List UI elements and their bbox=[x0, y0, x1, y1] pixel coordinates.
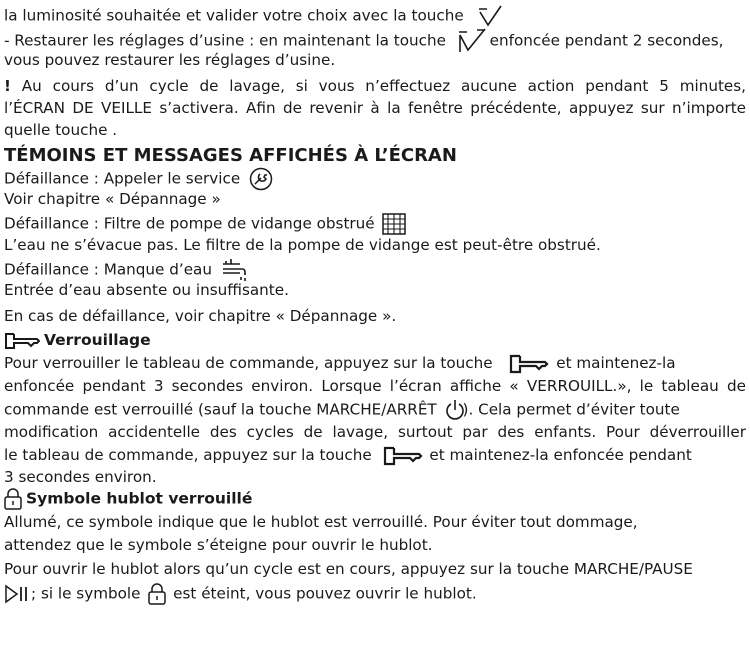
fault-water-label: Défaillance : Manque d’eau bbox=[4, 258, 746, 282]
fault-filter-label: Défaillance : Filtre de pompe de vidange obstrué bbox=[4, 213, 746, 235]
fault-water-desc: Entrée d’eau absente ou insuffisante. bbox=[4, 281, 289, 299]
lock-line-2: enfoncée pendant 3 secondes environ. Lorsque l’écran affiche « VERROUILL.», le tableau de bbox=[4, 377, 746, 395]
door-title: Symbole hublot verrouillé bbox=[4, 488, 746, 510]
lock-line-5: le tableau de commande, appuyez sur la touche et maintenez-la enfoncée pendant bbox=[4, 446, 692, 464]
door-line-1: Allumé, ce symbole indique que le hublot est verrouillé. Pour éviter tout dommage, bbox=[4, 513, 638, 531]
water-tap-icon bbox=[220, 258, 248, 282]
key-icon bbox=[383, 446, 423, 466]
door-line-2: attendez que le symbole s’éteigne pour ouvrir le hublot. bbox=[4, 536, 433, 554]
text-line-3: vous pouvez restaurer les réglages d’usine. bbox=[4, 51, 336, 69]
play-pause-icon bbox=[4, 584, 30, 604]
text-line-4: ! Au cours d’un cycle de lavage, si vous n’effectuez aucune action pendant 5 minutes, bbox=[4, 77, 747, 95]
door-line-3: Pour ouvrir le hublot alors qu’un cycle est en cours, appuyez sur la touche MARCHE/PAUSE bbox=[4, 560, 693, 578]
key-icon bbox=[509, 354, 549, 374]
lock-line-6: 3 secondes environ. bbox=[4, 468, 157, 486]
text-line-1: la luminosité souhaitée et valider votre choix avec la touche bbox=[4, 5, 746, 27]
fault-filter-desc: L’eau ne s’évacue pas. Le filtre de la pompe de vidange est peut-être obstrué. bbox=[4, 236, 601, 254]
fault-service-label: Défaillance : Appeler le service bbox=[4, 167, 746, 191]
text-line-5: l’ÉCRAN DE VEILLE s’activera. Afin de revenir à la fenêtre précédente, appuyez sur n’importe bbox=[4, 99, 746, 117]
text-line-6: quelle touche . bbox=[4, 121, 118, 139]
section-title: TÉMOINS ET MESSAGES AFFICHÉS À L’ÉCRAN bbox=[4, 145, 457, 166]
text-line-2: - Restaurer les réglages d’usine : en maintenant la touche enfoncée pendant 2 secondes, bbox=[4, 28, 746, 54]
fault-note: En cas de défaillance, voir chapitre « Dépannage ». bbox=[4, 307, 397, 325]
door-lock-icon bbox=[4, 488, 22, 510]
lock-title: Verrouillage bbox=[4, 330, 746, 351]
door-line-4: ; si le symbole est éteint, vous pouvez ouvrir le hublot. bbox=[4, 582, 746, 606]
drain-filter-icon bbox=[382, 213, 406, 235]
confirm-check-icon bbox=[477, 5, 503, 27]
service-wrench-icon bbox=[248, 167, 274, 191]
lock-line-1: Pour verrouiller le tableau de commande, appuyez sur la touche et maintenez-la bbox=[4, 354, 676, 372]
key-icon bbox=[4, 332, 40, 350]
door-lock-icon bbox=[147, 582, 167, 606]
lock-line-3: commande est verrouillé (sauf la touche MARCHE/ARRÊT ). Cela permet d’éviter toute bbox=[4, 399, 746, 421]
lock-line-4: modification accidentelle des cycles de lavage, surtout par des enfants. Pour déverrouiller bbox=[4, 423, 746, 441]
fault-service-desc: Voir chapitre « Dépannage » bbox=[4, 190, 221, 208]
